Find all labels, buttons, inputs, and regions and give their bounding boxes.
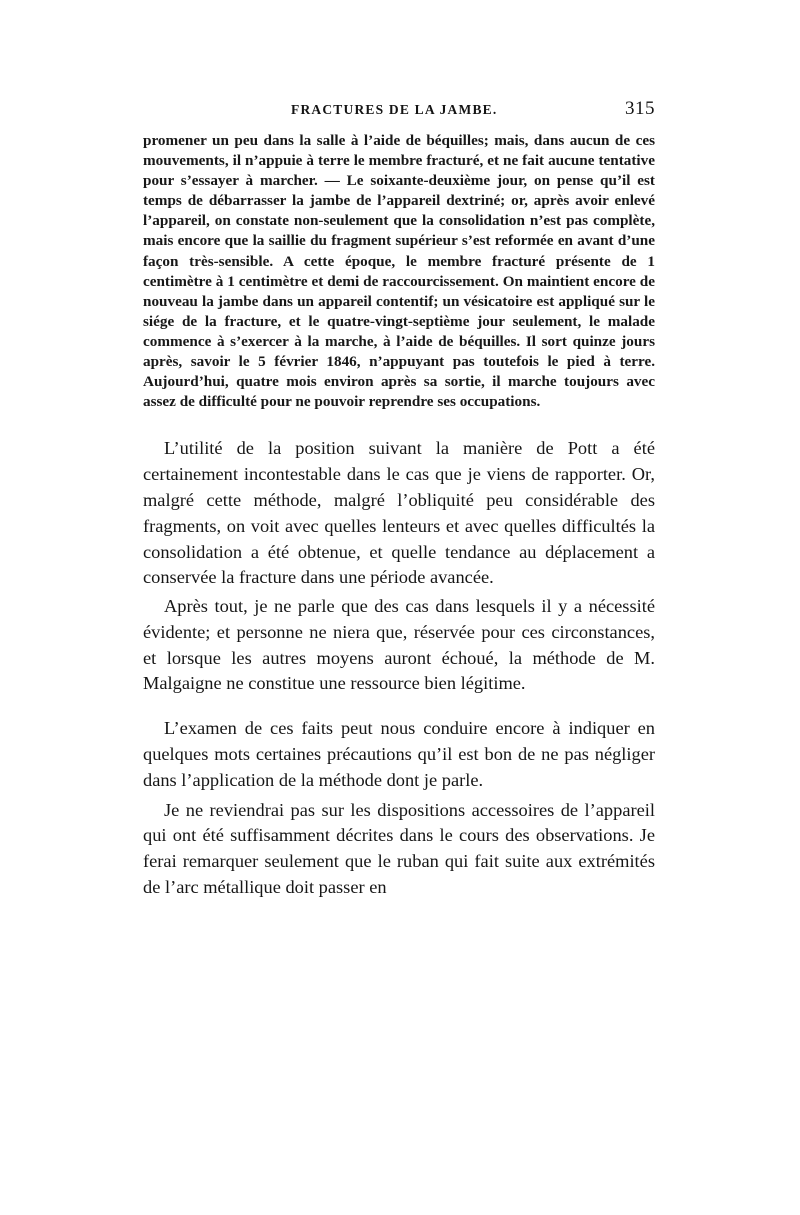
paragraph: Après tout, je ne parle que des cas dans lesquels il y a nécessité évidente; et personne ne niera que, réservée pour ces circonstances, et lorsque les autres moyens auront échoué, la méthode de M. Malgaigne ne constitue une ressource bien légitime. [143,596,655,694]
running-header [143,98,655,122]
running-title: FRACTURES DE LA JAMBE. [291,102,498,117]
paragraph: Je ne reviendrai pas sur les dispositions accessoires de l’appareil qui ont été suffisamment décrites dans le cours des observations. Je ferai remarquer seulement que le ruban qui fait suite aux extrémités de l’arc métallique doit passer en [143,799,655,898]
page-number: 315 [625,98,655,119]
paragraph: L’examen de ces faits peut nous conduire encore à indiquer en quelques mots certaines précautions qu’il est bon de ne pas négliger dans l’application de la méthode dont je parle. [143,718,655,790]
observation-text: promener un peu dans la salle à l’aide de béquilles; mais, dans aucun de ces mouvements, il n’appuie à terre le membre fracturé, et ne fait aucune tentative pour s’essayer à marcher. — Le soixante-deuxième jour, on pense qu’il est temps de débarrasser la jambe de l’appareil dextriné; or, après avoir enlevé l’appareil, on constate non-seulement que la consolidation n’est pas complète, mais encore que la saillie du fragment supérieur s’est reformée en avant d’une façon très-sensible. A cette époque, le membre fracturé présente de 1 centimètre à 1 centimètre et demi de raccourcissement. On maintient encore de nouveau la jambe dans un appareil contentif; un vésicatoire est appliqué sur le siége de la fracture, et le quatre-vingt-septième jour seulement, le malade commence à s’exercer à la marche, à l’aide de béquilles. Il sort quinze jours après, savoir le 5 février 1846, n’appuyant pas toutefois le pied à terre. Aujourd’hui, quatre mois environ après sa sortie, il marche toujours avec assez de difficulté pour ne pouvoir reprendre ses occupations. [143,132,655,411]
main-text [143,436,655,901]
paragraph: L’utilité de la position suivant la manière de Pott a été certainement incontestable dans le cas que je viens de rapporter. Or, malgré cette méthode, malgré l’obliquité peu considérable des fragments, on voit avec quelles lenteurs et avec quelles difficultés la consolidation a été obtenue, et quelle tendance au déplacement a conservée la fracture dans une période avancée. [143,438,655,588]
book-page [143,98,655,901]
